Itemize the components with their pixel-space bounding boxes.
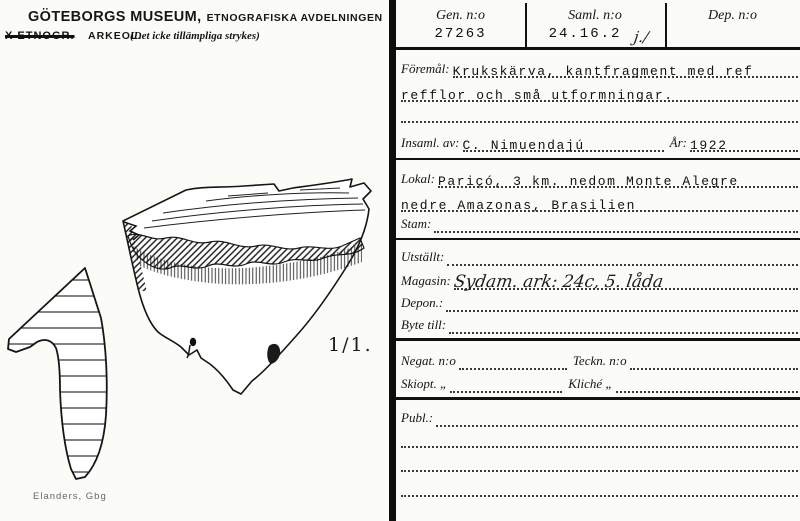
struck-category-etnogr: X ETNOGR. bbox=[5, 30, 75, 42]
edge-dark-spot bbox=[267, 344, 280, 364]
skiopt-kliche-row bbox=[401, 371, 798, 393]
cell-separator bbox=[525, 3, 527, 47]
pottery-sherd-drawing bbox=[0, 0, 389, 521]
dep-no-label: Dep. n:o bbox=[708, 8, 757, 23]
section-rule bbox=[396, 238, 800, 240]
saml-no-handwritten: j./ bbox=[632, 28, 650, 46]
museum-title: GÖTEBORGS MUSEUM, bbox=[28, 9, 202, 25]
foremal-value-line2: refflor och små utformningar. bbox=[401, 88, 674, 103]
blank-dotted-line bbox=[401, 101, 798, 123]
teckn-label: Teckn. n:o bbox=[572, 353, 627, 368]
section-rule-thick bbox=[396, 397, 800, 400]
section-rule bbox=[396, 158, 800, 160]
byte-till-row bbox=[401, 312, 798, 334]
magasin-label: Magasin: bbox=[401, 273, 451, 288]
utstallt-row bbox=[401, 244, 798, 266]
gen-no-value: 27263 bbox=[434, 26, 487, 42]
section-rule-thick bbox=[396, 338, 800, 341]
insaml-label: Insaml. av: bbox=[401, 135, 460, 150]
magasin-row bbox=[401, 268, 798, 290]
lokal-value-line1: Pariçó, 3 km. nedom Monte Alegre bbox=[437, 174, 739, 189]
skiopt-label: Skiopt. „ bbox=[401, 376, 448, 391]
cell-separator bbox=[665, 3, 667, 47]
negat-label: Negat. n:o bbox=[401, 353, 456, 368]
depon-row bbox=[401, 290, 798, 312]
stam-row bbox=[401, 211, 798, 233]
insaml-value: C. Nimuendajú bbox=[462, 138, 585, 153]
strike-instruction-note: (Det icke tillämpliga strykes) bbox=[130, 30, 260, 42]
card-left-panel bbox=[0, 0, 389, 521]
lokal-label: Lokal: bbox=[401, 171, 435, 186]
department-title: ETNOGRAFISKA AVDELNINGEN bbox=[206, 12, 383, 24]
section-rule bbox=[396, 47, 800, 50]
foremal-value-line1: Krukskärva, kantfragment med ref bbox=[452, 64, 754, 79]
category-arkeol: ARKEOL. bbox=[88, 30, 143, 42]
magasin-value-handwritten: Sydam. ark: 24c, 5. låda bbox=[452, 272, 665, 292]
lokal-row-1 bbox=[401, 166, 798, 188]
sherd-outline-group bbox=[123, 179, 371, 394]
saml-no-label: Saml. n:o bbox=[568, 8, 622, 23]
blank-dotted-line bbox=[401, 426, 798, 448]
ar-label: År: bbox=[669, 135, 687, 150]
byte-till-label: Byte till: bbox=[401, 317, 447, 332]
gen-no-label: Gen. n:o bbox=[436, 8, 485, 23]
foremal-row-1 bbox=[401, 56, 798, 78]
kliche-label: Kliché „ bbox=[568, 376, 613, 391]
foremal-label: Föremål: bbox=[401, 61, 450, 76]
publ-label: Publ.: bbox=[401, 410, 434, 425]
rim-profile-cross-section bbox=[8, 268, 107, 479]
blank-dotted-line bbox=[401, 450, 798, 472]
negat-teckn-row bbox=[401, 348, 798, 370]
catalog-form bbox=[396, 0, 800, 521]
lokal-value-line2: nedre Amazonas, Brasilien bbox=[401, 198, 637, 213]
depon-label: Depon.: bbox=[401, 295, 444, 310]
stam-label: Stam: bbox=[401, 216, 432, 231]
card-edge-divider bbox=[389, 0, 396, 521]
blank-dotted-line bbox=[401, 475, 798, 497]
printer-mark: Elanders, Gbg bbox=[33, 491, 107, 502]
ar-value: 1922 bbox=[690, 138, 728, 153]
saml-no-value: 24.16.2 bbox=[548, 26, 622, 42]
scale-label: 1/1. bbox=[328, 334, 373, 356]
insaml-row bbox=[401, 130, 798, 152]
utstallt-label: Utställt: bbox=[401, 249, 445, 264]
